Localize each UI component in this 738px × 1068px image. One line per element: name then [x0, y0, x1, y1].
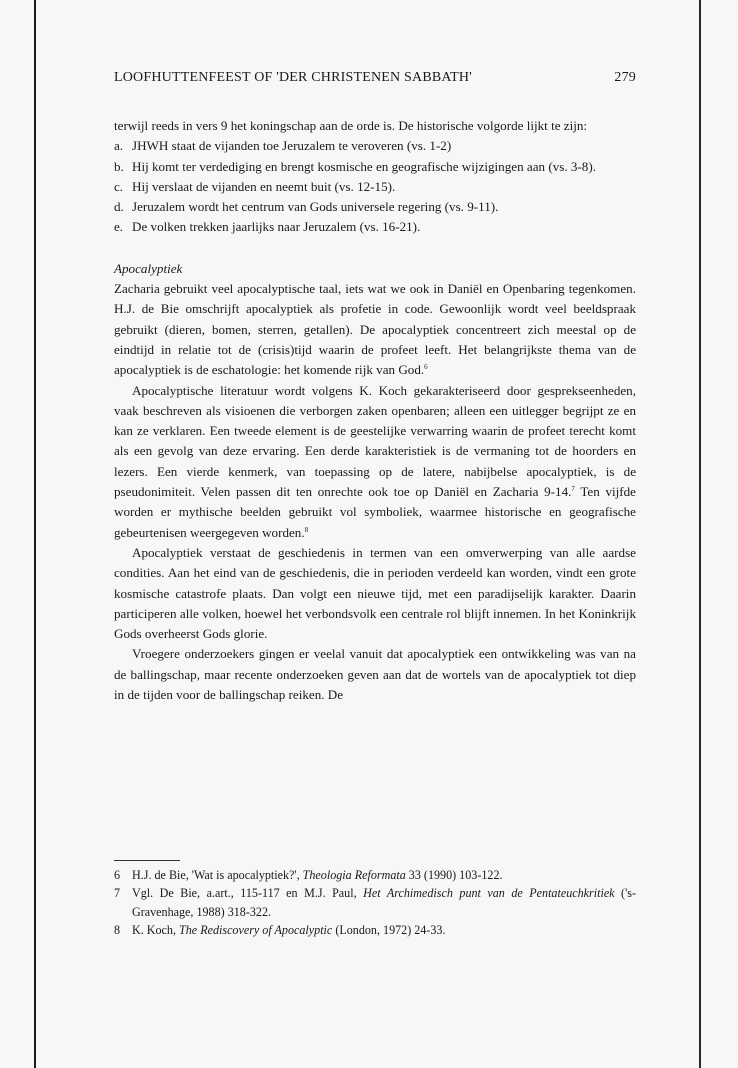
footnote [114, 921, 636, 939]
footnote-text [132, 921, 636, 939]
footnote-title: Het Archimedisch punt van de Pentateuchkritiek [363, 886, 615, 901]
footnote-text-part: Vgl. De Bie, a.art., 115-117 en M.J. Paul, [132, 886, 364, 901]
page-binding-edge-right [699, 0, 701, 1068]
footnotes [114, 866, 636, 940]
list-item [114, 157, 636, 177]
footnote-title: The Rediscovery of Apocalyptic [179, 923, 333, 938]
paragraph-text: Apocalyptische literatuur wordt volgens K. Koch gekarakteriseerd door gesprekseenheden, vaak beschreven als visioenen die verborgen zaken openbaren; alleen een uitlegger begrijpt ze en kan ze verklaren. Een tweede element is de geestelijke verwarring waarin de profeet terecht komt als een gevolg van deze ervaring. Een derde karakteristiek is de vermaning tot de hoorders en lezers. Een vierde kenmerk, van toepassing op de latere, nabijbelse apocalyptiek, is de pseudonimiteit. Velen passen dit ten onrechte ook toe op Daniël en Zacharia 9-14. [114, 382, 636, 500]
footnote-text-part: ('s-Gravenhage, 1988) 318-322. [132, 886, 636, 919]
footnote [114, 866, 636, 884]
list-item-text: JHWH staat de vijanden toe Jeruzalem te veroveren (vs. 1-2) [132, 138, 452, 154]
paragraph: Apocalyptiek verstaat de geschiedenis in termen van een omverwerping van alle aardse condities. Aan het eind van de geschiedenis, die in perioden verdeeld kan worden, vindt een grote kosmische catastrofe plaats. Dan volgt een nieuwe tijd, met een paradijselijk karakter. Daarin participeren alle volken, hoewel het verbondsvolk een centrale rol blijft innemen. In het Koninkrijk Gods overheerst Gods glorie. [114, 544, 636, 642]
footnote-text-part: H.J. de Bie, 'Wat is apocalyptiek?', [132, 868, 303, 882]
list-item-label: a. [114, 138, 124, 154]
running-title: LOOFHUTTENFEEST OF 'DER CHRISTENEN SABBATH' [114, 70, 472, 85]
footnote-title: Theologia Reformata [302, 868, 406, 882]
paragraph-text: Zacharia gebruikt veel apocalyptische taal, iets wat we ook in Daniël en Openbaring tegenkomen. H.J. de Bie omschrijft apocalyptiek als profetie in code. Gewoonlijk wordt veel beeldspraak gebruikt (dieren, bomen, sterren, getallen). De apocalyptiek concentreert zich meestal op de eindtijd in relatie tot de (crisis)tijd waarin de profeet leeft. Het belangrijkste thema van de apocalyptiek is de eschatologie: het komende rijk van God. [114, 281, 636, 378]
list-item-text: Hij verslaat de vijanden en neemt buit (vs. 12-15). [132, 178, 396, 194]
list-item-label: d. [114, 199, 124, 215]
footnote-text-part: 33 (1990) 103-122. [405, 868, 503, 882]
footnote-text [132, 884, 636, 921]
section-heading: Apocalyptiek [114, 260, 183, 276]
paragraph [114, 381, 636, 543]
paragraph [114, 279, 636, 380]
list-item-text: Hij komt ter verdediging en brengt kosmische en geografische wijzigingen aan (vs. 3-8). [132, 158, 596, 174]
running-head [114, 70, 636, 86]
list-item [114, 217, 636, 237]
footnote-number: 7 [114, 886, 121, 901]
footnote-text [132, 866, 636, 884]
list-item-label: b. [114, 158, 124, 174]
paragraph: Vroegere onderzoekers gingen er veelal vanuit dat apocalyptiek een ontwikkeling was van na de ballingschap, maar recente onderzoeken geven aan dat de wortels van de apocalyptiek tot diep in de tijden voor de ballingschap reiken. De [114, 646, 636, 703]
list-item-text: Jeruzalem wordt het centrum van Gods universele regering (vs. 9-11). [132, 199, 499, 215]
footnote-text-part: (London, 1972) 24-33. [332, 923, 446, 938]
footnote-number: 6 [114, 868, 121, 882]
chronology-list [114, 136, 636, 237]
list-item-label: c. [114, 178, 124, 194]
page-binding-edge-left [34, 0, 36, 1068]
list-item-label: e. [114, 219, 124, 235]
footnote-ref[interactable]: 7 [571, 485, 575, 494]
footnote-number: 8 [114, 923, 121, 938]
list-item [114, 197, 636, 217]
footnote-text-part: K. Koch, [132, 923, 180, 938]
page-number: 279 [614, 70, 636, 85]
footnote-divider [114, 860, 180, 861]
intro-paragraph: terwijl reeds in vers 9 het koningschap aan de orde is. De historische volgorde lijkt te zijn: [114, 118, 588, 133]
footnote-ref[interactable]: 8 [304, 525, 309, 534]
paragraph-text: Ten vijfde worden er mythische beelden gebruikt vol symboliek, waarmee historische en geografische gebeurtenisen weergegeven worden. [114, 484, 636, 540]
footnote-ref[interactable]: 6 [424, 363, 428, 372]
body-text [114, 116, 636, 705]
list-item [114, 177, 636, 197]
book-page [114, 0, 636, 1068]
list-item-text: De volken trekken jaarlijks naar Jeruzalem (vs. 16-21). [132, 219, 421, 235]
list-item [114, 136, 636, 156]
footnote [114, 884, 636, 921]
